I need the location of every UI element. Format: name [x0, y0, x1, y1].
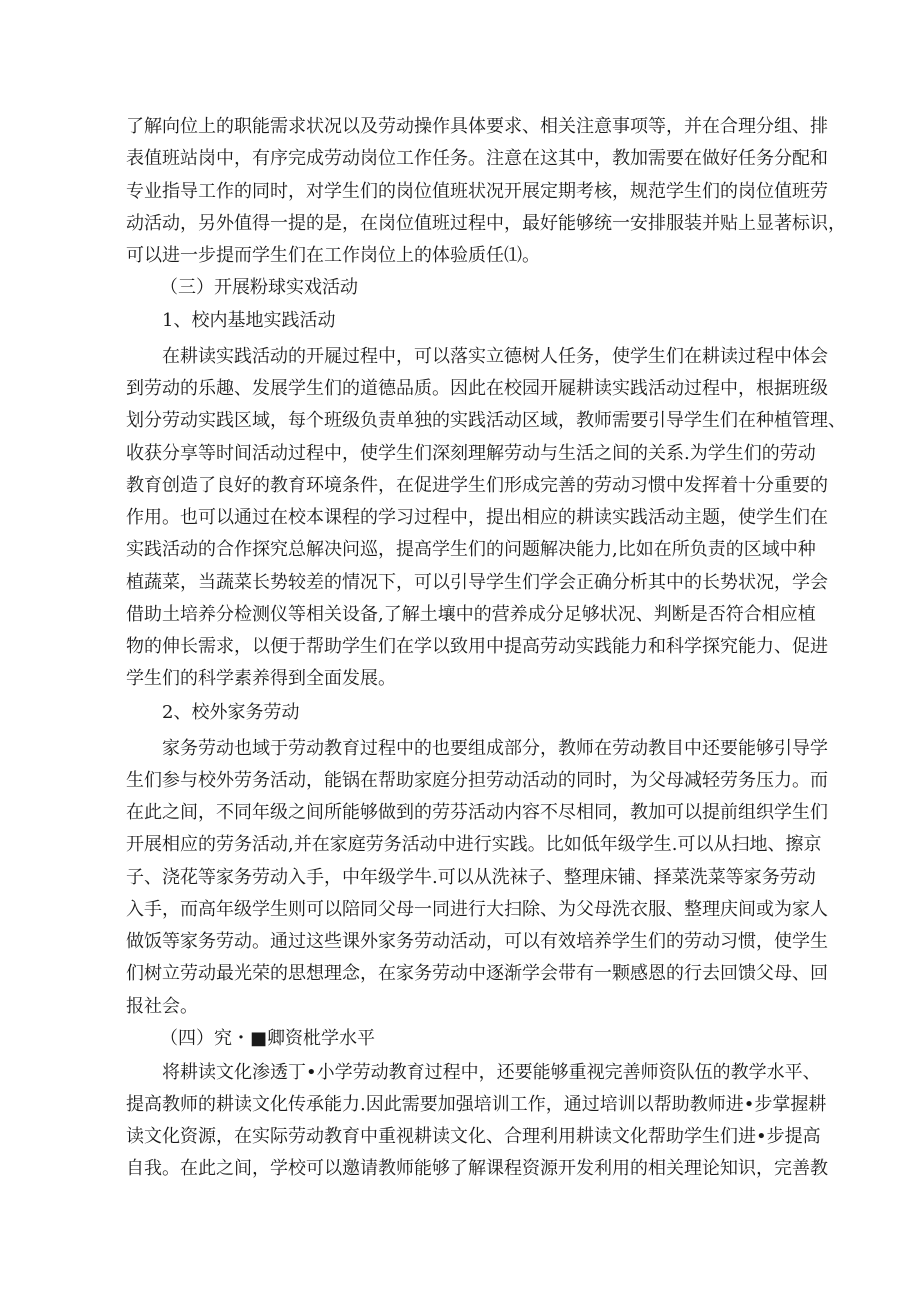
body-text-line: 植蔬菜，当蔬菜长势较差的情况下，可以引导学生们学会正确分析其中的长势状况，学会	[126, 572, 828, 593]
body-text-line: 作用。也可以通过在校本课程的学习过程中，提出相应的耕读实践活动主题，使学生们在	[126, 507, 828, 528]
body-text-line: 将耕读文化渗透丁•小学劳动教育过程中，还要能够重视完善师资队伍的教学水平、	[162, 1062, 821, 1083]
body-text-line: 家务劳动也域于劳动教育过程中的也要组成部分，教师在劳动教目中还要能够引导学	[162, 738, 828, 759]
body-text-line: 借助土培养分检测仪等相关设备,了解土壤中的营养成分足够状况、判断是否符合相应植	[126, 604, 816, 625]
body-text-line: 可以进一步提而学生们在工作岗位上的体验质任⑴。	[126, 245, 540, 266]
body-text-line: 教育创造了良好的教育环境条件，在促进学生们形成完善的劳动习惯中发挥着十分重要的	[126, 475, 828, 496]
body-text-line: 在耕读实践活动的开屣过程中，可以落实立德树人任务，使学生们在耕读过程中体会	[162, 346, 828, 367]
body-text-line: 报社会。	[126, 996, 198, 1017]
body-text-line: 开展相应的劳务活动,并在家庭劳务活动中进行实践。比如低年级学生.可以从扫地、擦京	[126, 834, 822, 855]
body-text-line: 做饭等家务劳动。通过这些课外家务劳动活动，可以有效培养学生们的劳动习惯，使学生	[126, 931, 828, 952]
body-text-line: 自我。在此之间，学校可以邀请教师能够了解课程资源开发利用的相关理论知识，完善教	[126, 1158, 828, 1179]
body-text-line: 到劳动的乐趣、发展学生们的道德品质。因此在校园开屣耕读实践活动过程中，根据班级	[126, 378, 828, 399]
body-text-line: 实践活动的合作探究总解决问巡，提高学生们的问题解决能力,比如在所负责的区域中种	[126, 539, 816, 560]
body-text-line: 划分劳动实践区域，每个班级负责单独的实践活动区域，教师需要引导学生们在种植管理、	[126, 410, 846, 431]
section-heading: （三）开展粉球实戏活动	[160, 277, 358, 298]
section-heading: （四）究・■卿资枇学水平	[160, 1028, 376, 1049]
subsection-heading: 1、校内基地实践活动	[162, 310, 336, 331]
body-text-line: 专业指导工作的同时，对学生们的岗位值班状况开展定期考核，规范学生们的岗位值班劳	[126, 181, 828, 202]
body-text-line: 了解向位上的职能需求状况以及劳动操作具体要求、相关注意事项等，并在合理分组、排	[126, 116, 828, 137]
body-text-line: 子、浇花等家务劳动入手，中年级学牛.可以从洗袜子、整理床铺、择菜洗菜等家务劳动	[126, 867, 816, 888]
body-text-line: 动活动，另外值得一提的是，在岗位值班过程中，最好能够统一安排服装并贴上显著标识，	[126, 213, 846, 234]
body-text-line: 收获分享等时间活动过程中，使学生们深刻理解劳动与生活之间的关系.为学生们的劳动	[126, 443, 816, 464]
body-text-line: 入手，而高年级学生则可以陪同父母一同进行大扫除、为父母洗衣服、整理庆间或为家人	[126, 899, 828, 920]
subsection-heading: 2、校外家务劳动	[162, 702, 300, 723]
body-text-line: 表值班站岗中，有序完成劳动岗位工作任务。注意在这其中，教加需要在做好任务分配和	[126, 148, 828, 169]
body-text-line: 们树立劳动最光荣的思想理念，在家务劳动中逐渐学会带有一颗感恩的行去回馈父母、回	[126, 963, 828, 984]
body-text-line: 生们参与校外劳务活动，能锅在帮助家庭分担劳动活动的同时，为父母减轻劳务压力。而	[126, 770, 828, 791]
body-text-line: 物的伸长需求，以便于帮助学生们在学以致用中提高劳动实践能力和科学探究能力、促进	[126, 636, 828, 657]
body-text-line: 提高教师的耕读文化传承能力.因此需要加强培训工作，通过培训以帮助教师进•步掌握耕	[126, 1094, 827, 1115]
body-text-line: 读文化资源，在实际劳动教育中重视耕读文化、合理利用耕读文化帮助学生们进•步提高	[126, 1126, 821, 1147]
body-text-line: 学生们的科学素养得到全面发展。	[126, 668, 396, 689]
body-text-line: 在此之间，不同年级之间所能够做到的劳芬活动内容不尽相同，教加可以提前组织学生们	[126, 802, 828, 823]
